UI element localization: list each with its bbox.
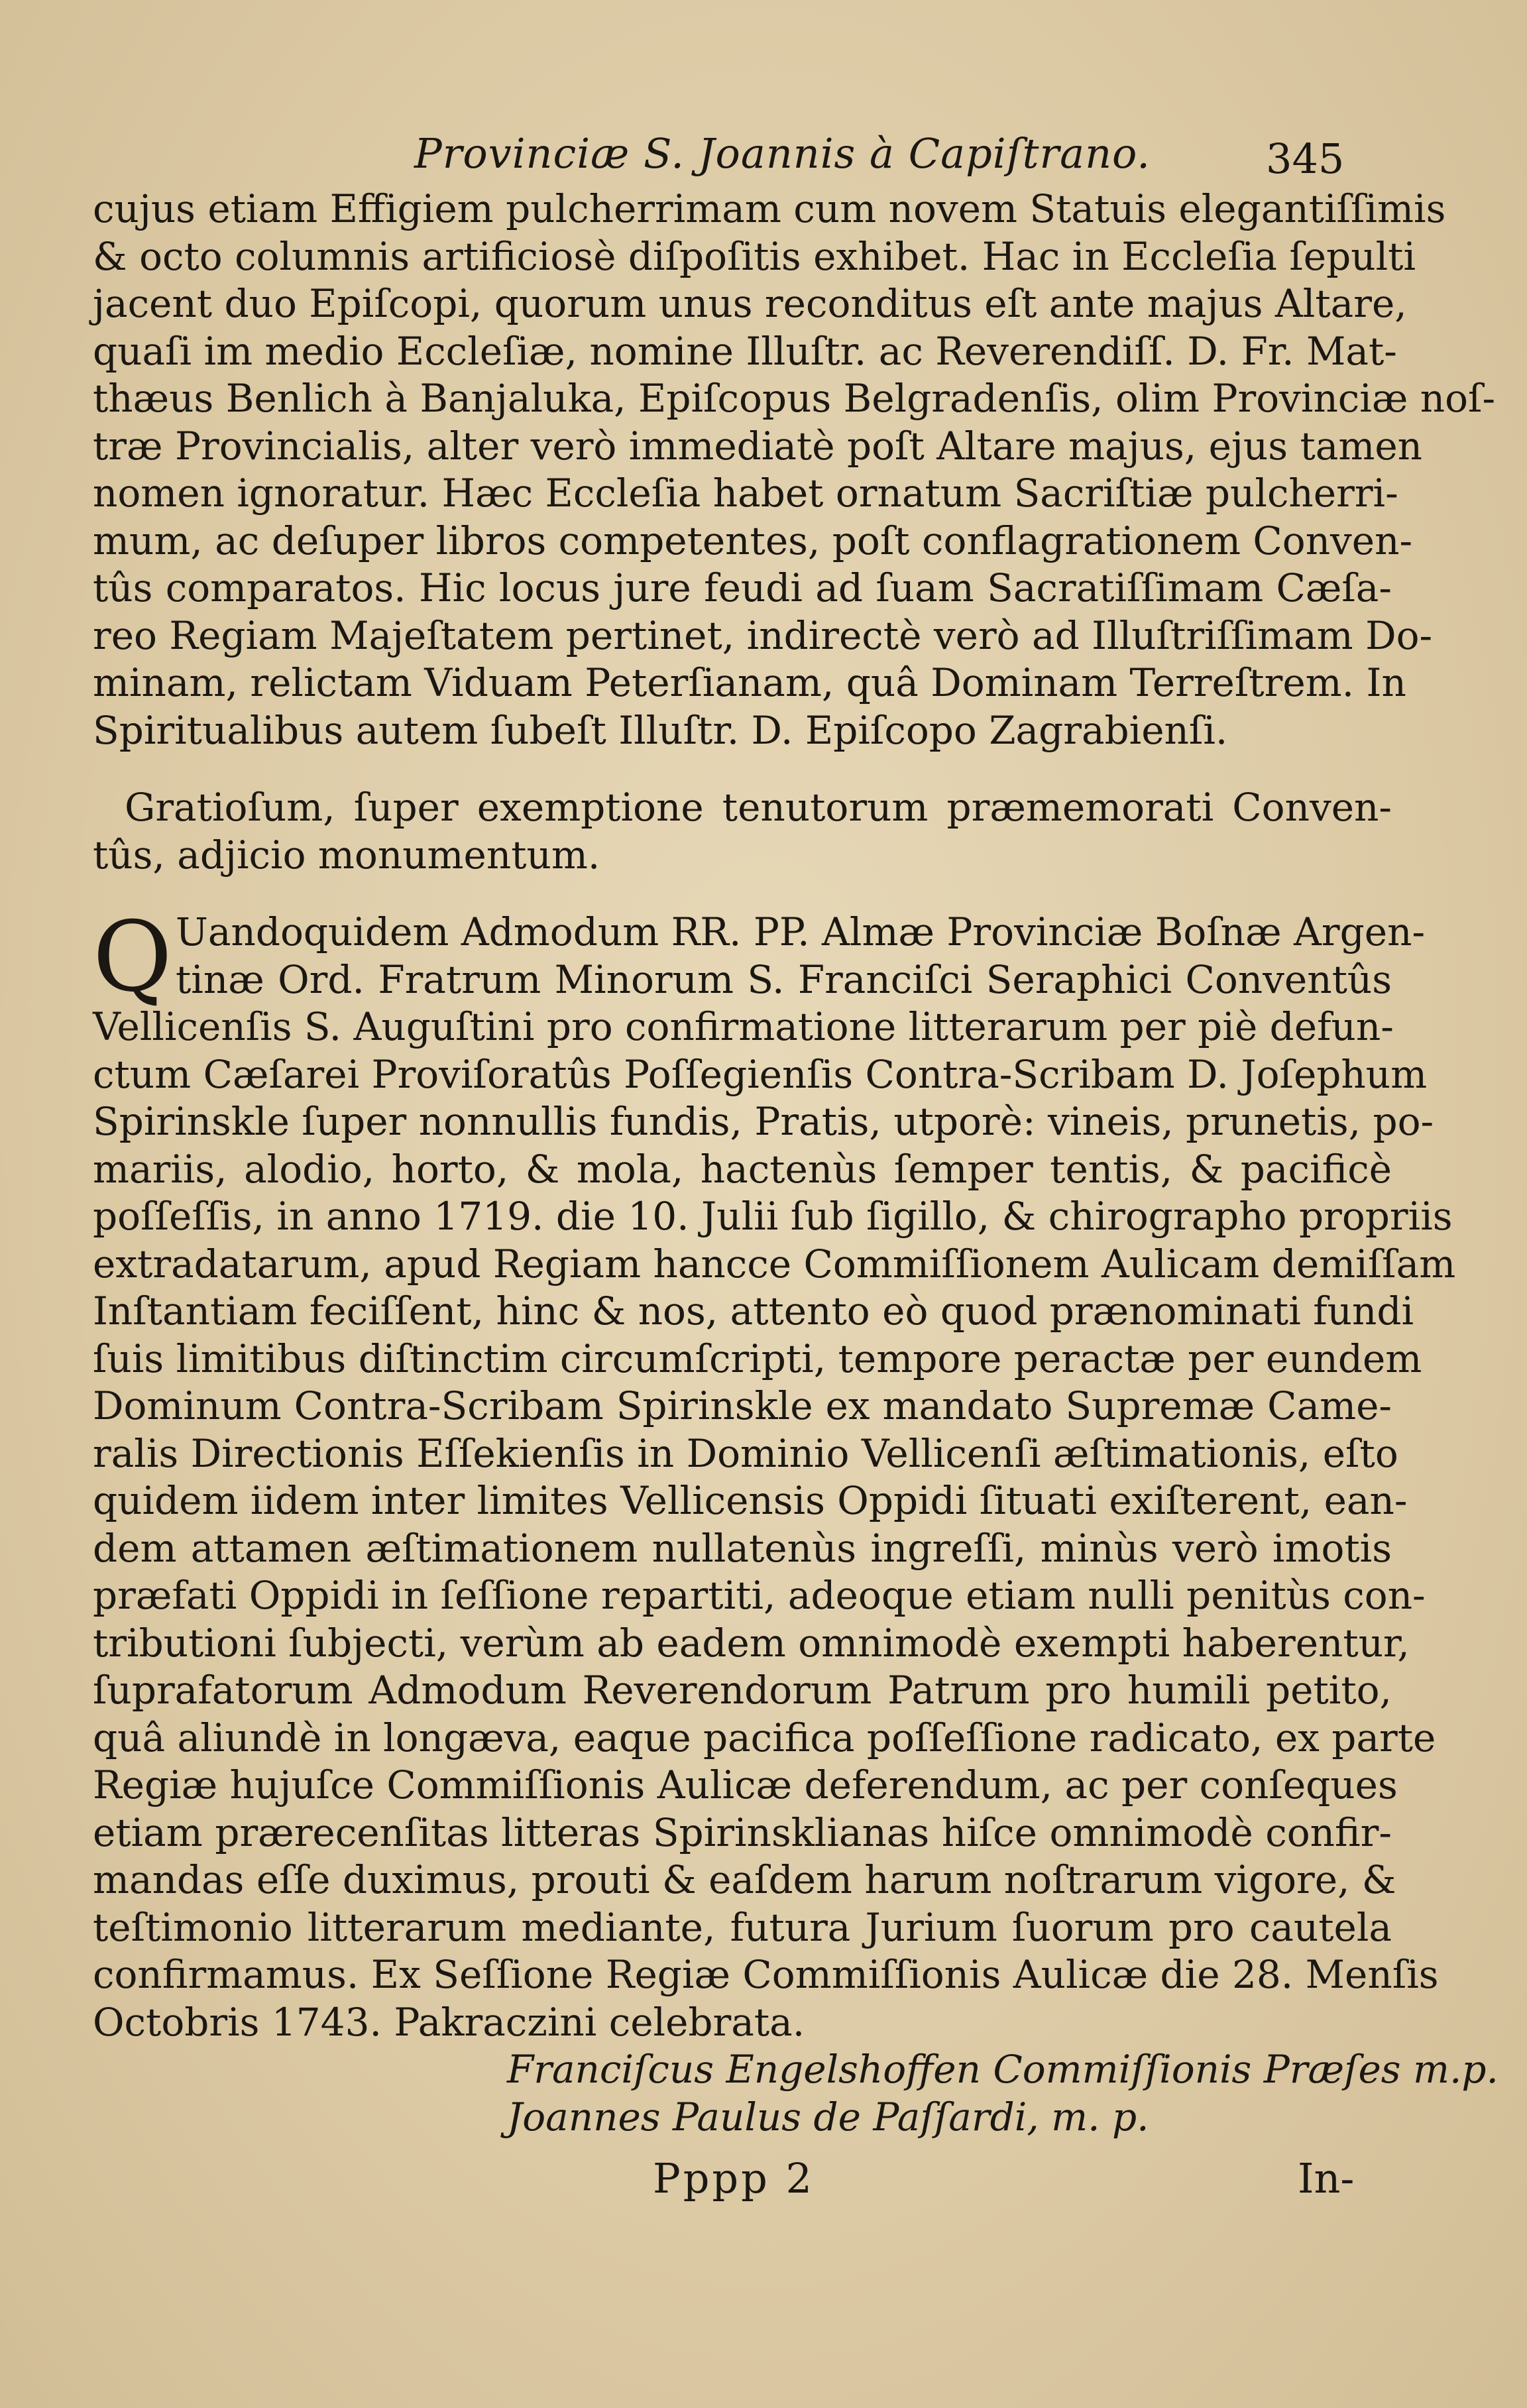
text-line: confirmamus. Ex Seſſione Regiæ Commiſſionis Aulicæ die 28. Menſis bbox=[93, 1952, 1439, 1997]
paragraph-2 bbox=[93, 784, 1392, 879]
text-line: mandas eſſe duximus, prouti & eaſdem harum noſtrarum vigore, & bbox=[93, 1857, 1396, 1902]
text-line: Uandoquidem Admodum RR. PP. Almæ Provinciæ Boſnæ Argen- bbox=[176, 909, 1426, 954]
text-line: Inſtantiam feciſſent, hinc & nos, attento eò quod prænominati fundi bbox=[93, 1289, 1414, 1334]
text-line: quâ aliundè in longæva, eaque pacifica poſſeſſione radicato, ex parte bbox=[93, 1715, 1436, 1760]
text-line: poſſeſſis, in anno 1719. die 10. Julii ſub ſigillo, & chirographo propriis bbox=[93, 1194, 1453, 1239]
text-line: mariis, alodio, horto, & mola, hactenùs ſemper tentis, & pacificè bbox=[93, 1146, 1392, 1192]
text-line: mum, ac deſuper libros competentes, poſt conflagrationem Conven- bbox=[93, 518, 1413, 563]
text-line: & octo columnis artificiosè diſpoſitis exhibet. Hac in Eccleſia ſepulti bbox=[93, 233, 1416, 279]
text-line: præfati Oppidi in ſeſſione repartiti, adeoque etiam nulli penitùs con- bbox=[93, 1573, 1426, 1618]
text-line: jacent duo Epiſcopi, quorum unus reconditus eſt ante majus Altare, bbox=[93, 281, 1407, 326]
running-title: Provinciæ S. Joannis à Capiſtrano. bbox=[414, 129, 1151, 178]
text-line: etiam prærecenſitas litteras Spirinsklianas hiſce omnimodè confir- bbox=[93, 1809, 1392, 1855]
text-line: ctum Cæſarei Proviſoratûs Poſſegienſis Contra-Scribam D. Joſephum bbox=[93, 1051, 1428, 1097]
text-line: ſuprafatorum Admodum Reverendorum Patrum pro humili petito, bbox=[93, 1668, 1392, 1713]
text-line: Spiritualibus autem ſubeſt Illuſtr. D. Epiſcopo Zagrabienſi. bbox=[93, 707, 1228, 753]
text-line: quaſi im medio Eccleſiæ, nomine Illuſtr. ac Reverendiſſ. D. Fr. Mat- bbox=[93, 328, 1397, 374]
signature-mark: Pppp 2 bbox=[653, 2154, 815, 2203]
text-line: Octobris 1743. Pakraczini celebrata. bbox=[93, 1999, 805, 2045]
text-line: quidem iidem inter limites Vellicensis Oppidi ſituati exiſterent, ean- bbox=[93, 1478, 1408, 1523]
text-line: tributioni ſubjecti, verùm ab eadem omnimodè exempti haberentur, bbox=[93, 1620, 1410, 1666]
signature-engelshoffen: Franciſcus Engelshoffen Commiſſionis Præſes m.p. bbox=[507, 2047, 1499, 2092]
catchword: In- bbox=[1298, 2154, 1355, 2203]
text-line: extradatarum, apud Regiam hancce Commiſſionem Aulicam demiſſam bbox=[93, 1241, 1456, 1287]
text-line: Spirinskle ſuper nonnullis fundis, Pratis, utporè: vineis, prunetis, po- bbox=[93, 1099, 1434, 1144]
text-line: Regiæ hujuſce Commiſſionis Aulicæ deferendum, ac per conſeques bbox=[93, 1762, 1398, 1807]
text-line: tûs comparatos. Hic locus jure feudi ad ſuam Sacratiſſimam Cæſa- bbox=[93, 565, 1392, 610]
text-line: reo Regiam Majeſtatem pertinet, indirectè verò ad Illuſtriſſimam Do- bbox=[93, 612, 1433, 658]
text-line: cujus etiam Effigiem pulcherrimam cum novem Statuis elegantiſſimis bbox=[93, 186, 1446, 231]
text-line: Gratioſum, ſuper exemptione tenutorum præmemorati Conven- bbox=[125, 785, 1392, 830]
paragraph-1 bbox=[93, 186, 1496, 754]
drop-cap: Q bbox=[93, 901, 172, 1013]
document-text bbox=[93, 901, 1499, 2141]
page-footer bbox=[0, 2154, 1527, 2207]
page-number: 345 bbox=[1266, 135, 1345, 183]
text-line: ralis Directionis Eſſekienſis in Dominio Vellicenſi æſtimationis, eſto bbox=[93, 1430, 1398, 1476]
text-line: thæus Benlich à Banjaluka, Epiſcopus Belgradenſis, olim Provinciæ noſ- bbox=[93, 376, 1496, 421]
page-header bbox=[0, 129, 1527, 182]
text-line: Dominum Contra-Scribam Spirinskle ex mandato Supremæ Came- bbox=[93, 1383, 1392, 1428]
text-line: dem attamen æſtimationem nullatenùs ingreſſi, minùs verò imotis bbox=[93, 1525, 1392, 1571]
text-line: nomen ignoratur. Hæc Eccleſia habet ornatum Sacriſtiæ pulcherri- bbox=[93, 471, 1398, 516]
text-line: teſtimonio litterarum mediante, futura Jurium ſuorum pro cautela bbox=[93, 1904, 1392, 1950]
text-line: tinæ Ord. Fratrum Minorum S. Franciſci Seraphici Conventûs bbox=[176, 956, 1392, 1002]
text-line: tûs, adjicio monumentum. bbox=[93, 832, 600, 878]
text-line: Vellicenſis S. Auguſtini pro confirmatione litterarum per piè defun- bbox=[93, 1004, 1394, 1049]
text-line: ſuis limitibus diſtinctim circumſcripti, tempore peractæ per eundem bbox=[93, 1336, 1422, 1381]
page-body bbox=[93, 186, 1499, 2141]
text-line: minam, relictam Viduam Peterſianam, quâ Dominam Terreſtrem. In bbox=[93, 660, 1406, 705]
text-line: træ Provincialis, alter verò immediatè poſt Altare majus, ejus tamen bbox=[93, 423, 1423, 469]
signature-passardi: Joannes Paulus de Paſſardi, m. p. bbox=[507, 2094, 1149, 2140]
